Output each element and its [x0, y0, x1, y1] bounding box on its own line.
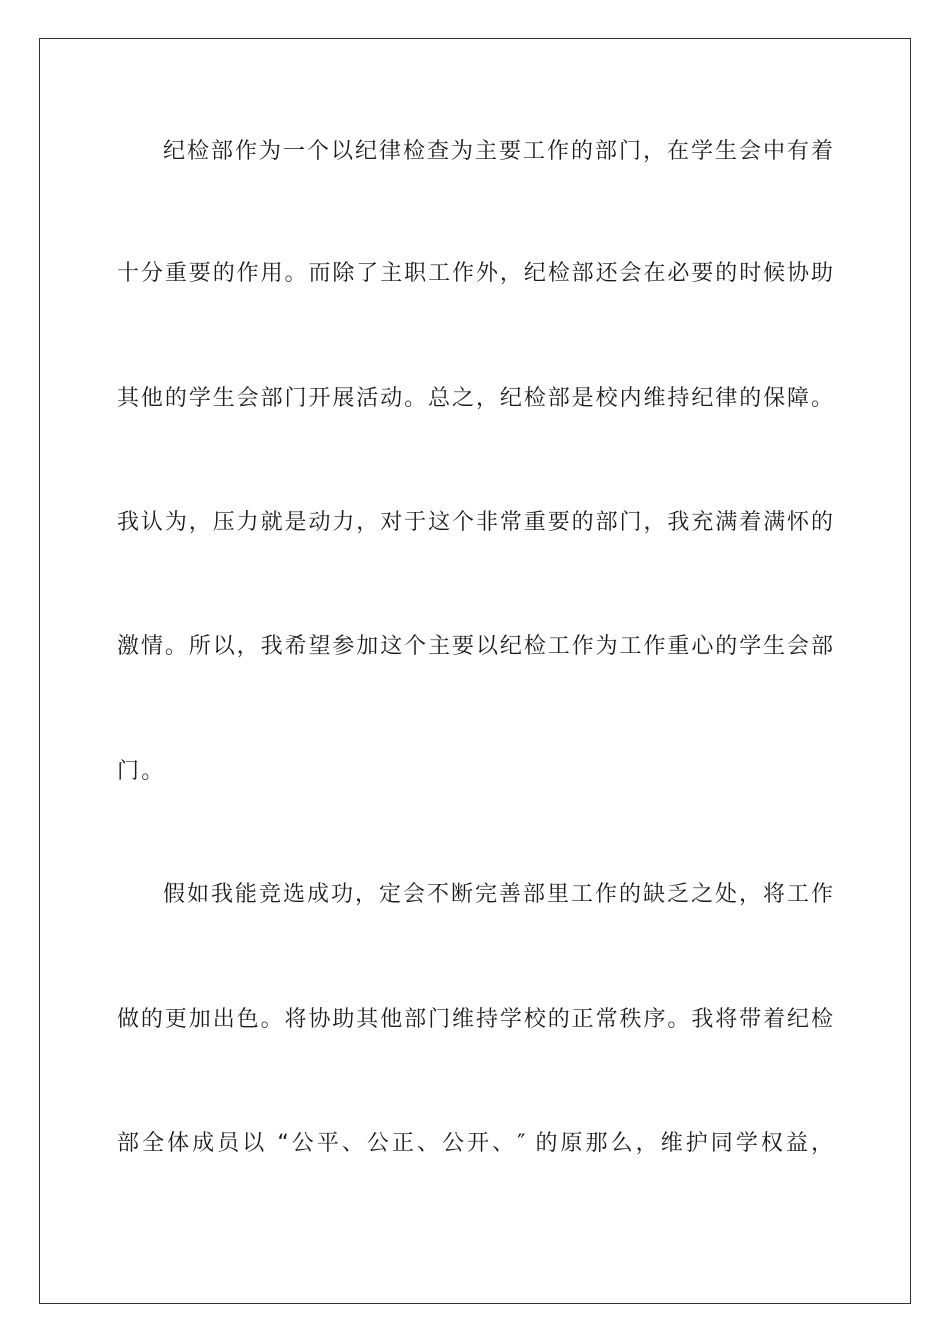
page-border [39, 38, 911, 1304]
paragraph-1-line-3: 其他的学生会部门开展活动。总之，纪检部是校内维持纪律的保障。 [117, 386, 833, 411]
paragraph-1-line-6: 门。 [117, 759, 166, 784]
paragraph-1-line-1: 纪检部作为一个以纪律检查为主要工作的部门，在学生会中有着 [163, 139, 833, 164]
paragraph-1-line-5: 激情。所以，我希望参加这个主要以纪检工作为工作重心的学生会部 [117, 634, 833, 659]
paragraph-2-line-1: 假如我能竞选成功，定会不断完善部里工作的缺乏之处，将工作 [163, 882, 833, 907]
paragraph-2-line-3: 部全体成员以 “公平、公正、公开、″ 的原那么，维护同学权益， [117, 1131, 833, 1156]
paragraph-1-line-2: 十分重要的作用。而除了主职工作外，纪检部还会在必要的时候协助 [117, 261, 833, 286]
paragraph-2-line-2: 做的更加出色。将协助其他部门维持学校的正常秩序。我将带着纪检 [117, 1007, 833, 1032]
paragraph-1-line-4: 我认为，压力就是动力，对于这个非常重要的部门，我充满着满怀的 [117, 510, 833, 535]
